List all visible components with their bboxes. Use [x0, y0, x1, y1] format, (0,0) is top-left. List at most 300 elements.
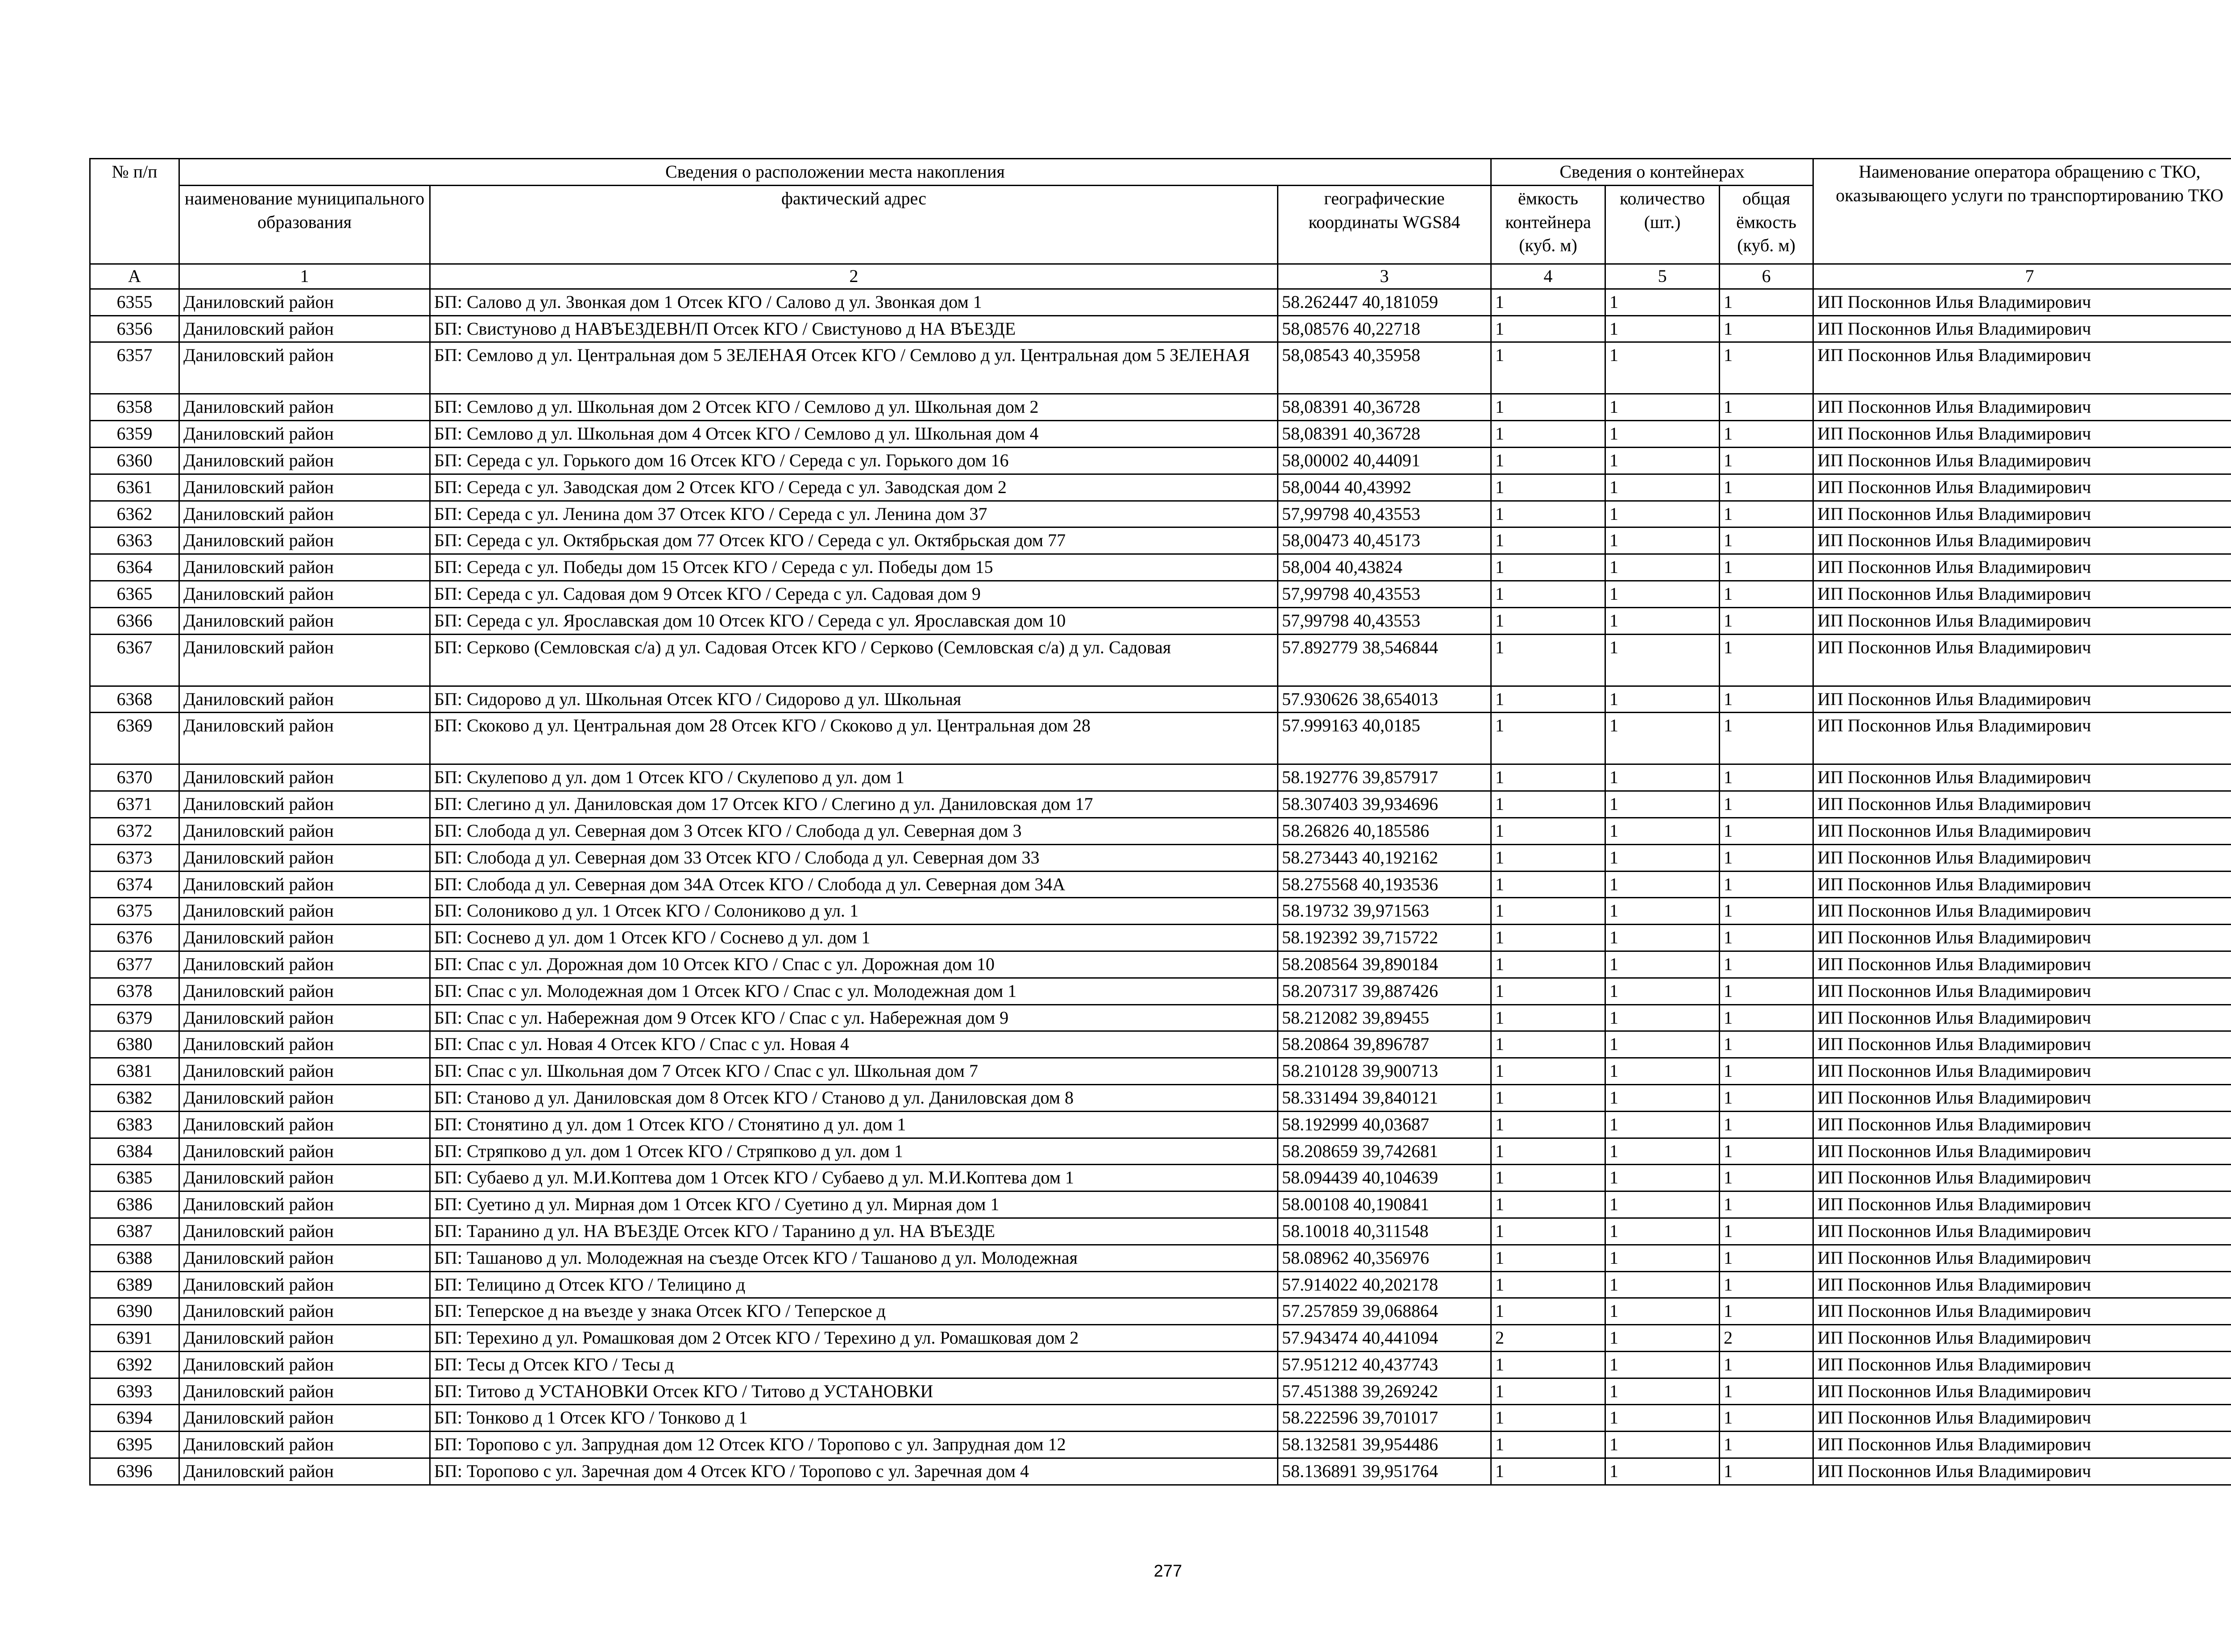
row-number: 6386 — [90, 1191, 179, 1218]
quantity-cell: 1 — [1605, 607, 1720, 634]
municipality-cell: Даниловский район — [179, 501, 430, 527]
municipality-cell: Даниловский район — [179, 1245, 430, 1271]
quantity-cell: 1 — [1605, 289, 1720, 315]
municipality-cell: Даниловский район — [179, 342, 430, 394]
table-body — [90, 289, 2231, 1485]
coords-cell: 57,99798 40,43553 — [1278, 607, 1491, 634]
address-cell: БП: Солониково д ул. 1 Отсек КГО / Солониково д ул. 1 — [430, 898, 1278, 925]
address-cell: БП: Стонятино д ул. дом 1 Отсек КГО / Стонятино д ул. дом 1 — [430, 1111, 1278, 1138]
table-header — [90, 159, 2231, 289]
row-number: 6371 — [90, 791, 179, 818]
address-cell: БП: Сидорово д ул. Школьная Отсек КГО / Сидорово д ул. Школьная — [430, 686, 1278, 713]
municipality-cell: Даниловский район — [179, 289, 430, 315]
capacity-cell: 1 — [1491, 925, 1605, 951]
quantity-cell: 1 — [1605, 527, 1720, 554]
address-cell: БП: Стряпково д ул. дом 1 Отсек КГО / Стряпково д ул. дом 1 — [430, 1138, 1278, 1165]
coords-cell: 58.192776 39,857917 — [1278, 764, 1491, 791]
quantity-cell: 1 — [1605, 713, 1720, 764]
coords-cell: 58.208564 39,890184 — [1278, 951, 1491, 978]
capacity-cell: 1 — [1491, 764, 1605, 791]
operator-cell: ИП Посконнов Илья Владимирович — [1813, 315, 2231, 342]
address-cell: БП: Слегино д ул. Даниловская дом 17 Отсек КГО / Слегино д ул. Даниловская дом 17 — [430, 791, 1278, 818]
column-letter: 3 — [1278, 264, 1491, 289]
capacity-cell: 1 — [1491, 421, 1605, 448]
operator-cell: ИП Посконнов Илья Владимирович — [1813, 791, 2231, 818]
municipality-cell: Даниловский район — [179, 1218, 430, 1245]
address-cell: БП: Слобода д ул. Северная дом 33 Отсек КГО / Слобода д ул. Северная дом 33 — [430, 844, 1278, 871]
operator-cell: ИП Посконнов Илья Владимирович — [1813, 951, 2231, 978]
address-cell: БП: Суетино д ул. Мирная дом 1 Отсек КГО / Суетино д ул. Мирная дом 1 — [430, 1191, 1278, 1218]
row-number: 6382 — [90, 1084, 179, 1111]
table-row — [90, 844, 2231, 871]
quantity-cell: 1 — [1605, 1218, 1720, 1245]
row-number: 6387 — [90, 1218, 179, 1245]
table-row — [90, 289, 2231, 315]
total-capacity-cell: 1 — [1720, 1138, 1813, 1165]
quantity-cell: 1 — [1605, 554, 1720, 581]
municipality-cell: Даниловский район — [179, 925, 430, 951]
operator-cell: ИП Посконнов Илья Владимирович — [1813, 1058, 2231, 1085]
row-number: 6383 — [90, 1111, 179, 1138]
capacity-cell: 1 — [1491, 844, 1605, 871]
row-number: 6377 — [90, 951, 179, 978]
municipality-cell: Даниловский район — [179, 951, 430, 978]
municipality-cell: Даниловский район — [179, 1458, 430, 1485]
quantity-cell: 1 — [1605, 447, 1720, 474]
capacity-cell: 1 — [1491, 1458, 1605, 1485]
table-row — [90, 1432, 2231, 1458]
quantity-cell: 1 — [1605, 978, 1720, 1004]
municipality-cell: Даниловский район — [179, 1165, 430, 1191]
address-cell: БП: Торопово с ул. Заречная дом 4 Отсек КГО / Торопово с ул. Заречная дом 4 — [430, 1458, 1278, 1485]
address-cell: БП: Спас с ул. Новая 4 Отсек КГО / Спас с ул. Новая 4 — [430, 1031, 1278, 1058]
row-number: 6373 — [90, 844, 179, 871]
capacity-cell: 1 — [1491, 1138, 1605, 1165]
page-number: 277 — [1153, 1562, 1182, 1581]
capacity-cell: 1 — [1491, 289, 1605, 315]
table-row — [90, 1191, 2231, 1218]
total-capacity-cell: 1 — [1720, 1111, 1813, 1138]
coords-cell: 58,08391 40,36728 — [1278, 394, 1491, 421]
municipality-cell: Даниловский район — [179, 1138, 430, 1165]
total-capacity-cell: 1 — [1720, 686, 1813, 713]
capacity-cell: 1 — [1491, 1298, 1605, 1325]
table-row — [90, 1218, 2231, 1245]
table-row — [90, 1165, 2231, 1191]
quantity-cell: 1 — [1605, 1458, 1720, 1485]
coords-cell: 58.20864 39,896787 — [1278, 1031, 1491, 1058]
operator-cell: ИП Посконнов Илья Владимирович — [1813, 607, 2231, 634]
capacity-cell: 1 — [1491, 527, 1605, 554]
capacity-cell: 1 — [1491, 1271, 1605, 1298]
coords-cell: 57.943474 40,441094 — [1278, 1325, 1491, 1352]
coords-cell: 58.192392 39,715722 — [1278, 925, 1491, 951]
quantity-cell: 1 — [1605, 342, 1720, 394]
total-capacity-cell: 1 — [1720, 1191, 1813, 1218]
operator-cell: ИП Посконнов Илья Владимирович — [1813, 1084, 2231, 1111]
coords-cell: 58.136891 39,951764 — [1278, 1458, 1491, 1485]
operator-cell: ИП Посконнов Илья Владимирович — [1813, 289, 2231, 315]
table-row — [90, 791, 2231, 818]
total-capacity-cell: 1 — [1720, 634, 1813, 686]
total-capacity-cell: 1 — [1720, 713, 1813, 764]
table-row — [90, 474, 2231, 501]
total-capacity-cell: 1 — [1720, 1351, 1813, 1378]
coords-cell: 58.273443 40,192162 — [1278, 844, 1491, 871]
total-capacity-cell: 1 — [1720, 315, 1813, 342]
capacity-cell: 1 — [1491, 898, 1605, 925]
coords-cell: 58.207317 39,887426 — [1278, 978, 1491, 1004]
operator-cell: ИП Посконнов Илья Владимирович — [1813, 1298, 2231, 1325]
operator-cell: ИП Посконнов Илья Владимирович — [1813, 844, 2231, 871]
table-row — [90, 1084, 2231, 1111]
capacity-cell: 1 — [1491, 1432, 1605, 1458]
address-cell: БП: Свистуново д НАВЪЕЗДЕВН/П Отсек КГО / Свистуново д НА ВЪЕЗДЕ — [430, 315, 1278, 342]
total-capacity-cell: 1 — [1720, 394, 1813, 421]
coords-cell: 58.210128 39,900713 — [1278, 1058, 1491, 1085]
address-cell: БП: Торопово с ул. Запрудная дом 12 Отсек КГО / Торопово с ул. Запрудная дом 12 — [430, 1432, 1278, 1458]
municipality-cell: Даниловский район — [179, 581, 430, 607]
operator-cell: ИП Посконнов Илья Владимирович — [1813, 818, 2231, 844]
coords-cell: 58,00473 40,45173 — [1278, 527, 1491, 554]
operator-cell: ИП Посконнов Илья Владимирович — [1813, 634, 2231, 686]
quantity-cell: 1 — [1605, 951, 1720, 978]
capacity-cell: 1 — [1491, 1031, 1605, 1058]
coords-cell: 58,0044 40,43992 — [1278, 474, 1491, 501]
address-cell: БП: Скулепово д ул. дом 1 Отсек КГО / Скулепово д ул. дом 1 — [430, 764, 1278, 791]
total-capacity-cell: 1 — [1720, 447, 1813, 474]
row-number: 6392 — [90, 1351, 179, 1378]
row-number: 6355 — [90, 289, 179, 315]
row-number: 6358 — [90, 394, 179, 421]
coords-cell: 58,08576 40,22718 — [1278, 315, 1491, 342]
address-cell: БП: Слобода д ул. Северная дом 34А Отсек КГО / Слобода д ул. Северная дом 34А — [430, 871, 1278, 898]
column-letter: 7 — [1813, 264, 2231, 289]
coords-cell: 57,99798 40,43553 — [1278, 501, 1491, 527]
coords-cell: 58,00002 40,44091 — [1278, 447, 1491, 474]
table-row — [90, 1378, 2231, 1405]
total-capacity-cell: 1 — [1720, 871, 1813, 898]
municipality-cell: Даниловский район — [179, 844, 430, 871]
total-capacity-cell: 1 — [1720, 581, 1813, 607]
quantity-cell: 1 — [1605, 1405, 1720, 1432]
municipality-cell: Даниловский район — [179, 713, 430, 764]
operator-cell: ИП Посконнов Илья Владимирович — [1813, 925, 2231, 951]
coords-cell: 57.892779 38,546844 — [1278, 634, 1491, 686]
coords-cell: 58.262447 40,181059 — [1278, 289, 1491, 315]
municipality-cell: Даниловский район — [179, 1111, 430, 1138]
row-number: 6368 — [90, 686, 179, 713]
total-capacity-cell: 1 — [1720, 289, 1813, 315]
capacity-cell: 1 — [1491, 818, 1605, 844]
table-row — [90, 315, 2231, 342]
quantity-cell: 1 — [1605, 1004, 1720, 1031]
operator-cell: ИП Посконнов Илья Владимирович — [1813, 527, 2231, 554]
row-number: 6385 — [90, 1165, 179, 1191]
municipality-cell: Даниловский район — [179, 686, 430, 713]
total-capacity-cell: 1 — [1720, 925, 1813, 951]
capacity-cell: 1 — [1491, 1084, 1605, 1111]
header-capacity: ёмкость контейнера (куб. м) — [1491, 185, 1605, 264]
quantity-cell: 1 — [1605, 581, 1720, 607]
operator-cell: ИП Посконнов Илья Владимирович — [1813, 1111, 2231, 1138]
table-row — [90, 686, 2231, 713]
table-row — [90, 447, 2231, 474]
row-number: 6379 — [90, 1004, 179, 1031]
municipality-cell: Даниловский район — [179, 1298, 430, 1325]
quantity-cell: 1 — [1605, 634, 1720, 686]
row-number: 6357 — [90, 342, 179, 394]
operator-cell: ИП Посконнов Илья Владимирович — [1813, 686, 2231, 713]
address-cell: БП: Середа с ул. Садовая дом 9 Отсек КГО / Середа с ул. Садовая дом 9 — [430, 581, 1278, 607]
quantity-cell: 1 — [1605, 1298, 1720, 1325]
header-operator: Наименование оператора обращению с ТКО, оказывающего услуги по транспортированию ТКО — [1813, 159, 2231, 264]
quantity-cell: 1 — [1605, 1325, 1720, 1352]
row-number: 6360 — [90, 447, 179, 474]
operator-cell: ИП Посконнов Илья Владимирович — [1813, 394, 2231, 421]
table-row — [90, 607, 2231, 634]
capacity-cell: 1 — [1491, 1058, 1605, 1085]
table-row — [90, 978, 2231, 1004]
address-cell: БП: Спас с ул. Дорожная дом 10 Отсек КГО / Спас с ул. Дорожная дом 10 — [430, 951, 1278, 978]
address-cell: БП: Спас с ул. Набережная дом 9 Отсек КГО / Спас с ул. Набережная дом 9 — [430, 1004, 1278, 1031]
table-row — [90, 1138, 2231, 1165]
total-capacity-cell: 1 — [1720, 1084, 1813, 1111]
municipality-cell: Даниловский район — [179, 1004, 430, 1031]
operator-cell: ИП Посконнов Илья Владимирович — [1813, 474, 2231, 501]
address-cell: БП: Салово д ул. Звонкая дом 1 Отсек КГО / Салово д ул. Звонкая дом 1 — [430, 289, 1278, 315]
address-cell: БП: Серково (Семловская с/а) д ул. Садовая Отсек КГО / Серково (Семловская с/а) д ул. Садовая — [430, 634, 1278, 686]
operator-cell: ИП Посконнов Илья Владимирович — [1813, 554, 2231, 581]
quantity-cell: 1 — [1605, 1084, 1720, 1111]
capacity-cell: 1 — [1491, 791, 1605, 818]
total-capacity-cell: 1 — [1720, 554, 1813, 581]
address-cell: БП: Скоково д ул. Центральная дом 28 Отсек КГО / Скоково д ул. Центральная дом 28 — [430, 713, 1278, 764]
municipality-cell: Даниловский район — [179, 764, 430, 791]
municipality-cell: Даниловский район — [179, 1378, 430, 1405]
coords-cell: 57.930626 38,654013 — [1278, 686, 1491, 713]
municipality-cell: Даниловский район — [179, 554, 430, 581]
coords-cell: 58.094439 40,104639 — [1278, 1165, 1491, 1191]
operator-cell: ИП Посконнов Илья Владимирович — [1813, 1031, 2231, 1058]
total-capacity-cell: 1 — [1720, 421, 1813, 448]
quantity-cell: 1 — [1605, 1138, 1720, 1165]
table-row — [90, 1245, 2231, 1271]
address-cell: БП: Середа с ул. Ленина дом 37 Отсек КГО / Середа с ул. Ленина дом 37 — [430, 501, 1278, 527]
table-row — [90, 818, 2231, 844]
total-capacity-cell: 1 — [1720, 1004, 1813, 1031]
table-row — [90, 554, 2231, 581]
coords-cell: 58.222596 39,701017 — [1278, 1405, 1491, 1432]
address-cell: БП: Семлово д ул. Школьная дом 4 Отсек КГО / Семлово д ул. Школьная дом 4 — [430, 421, 1278, 448]
municipality-cell: Даниловский район — [179, 1191, 430, 1218]
total-capacity-cell: 1 — [1720, 527, 1813, 554]
total-capacity-cell: 1 — [1720, 1218, 1813, 1245]
column-letter: 2 — [430, 264, 1278, 289]
address-cell: БП: Терехино д ул. Ромашковая дом 2 Отсек КГО / Терехино д ул. Ромашковая дом 2 — [430, 1325, 1278, 1352]
column-letter: 5 — [1605, 264, 1720, 289]
table-row — [90, 951, 2231, 978]
quantity-cell: 1 — [1605, 1191, 1720, 1218]
coords-cell: 58.192999 40,03687 — [1278, 1111, 1491, 1138]
row-number: 6369 — [90, 713, 179, 764]
quantity-cell: 1 — [1605, 844, 1720, 871]
table-row — [90, 581, 2231, 607]
table-row — [90, 1351, 2231, 1378]
row-number: 6395 — [90, 1432, 179, 1458]
capacity-cell: 1 — [1491, 1004, 1605, 1031]
address-cell: БП: Соснево д ул. дом 1 Отсек КГО / Соснево д ул. дом 1 — [430, 925, 1278, 951]
operator-cell: ИП Посконнов Илья Владимирович — [1813, 1351, 2231, 1378]
quantity-cell: 1 — [1605, 1378, 1720, 1405]
municipality-cell: Даниловский район — [179, 394, 430, 421]
capacity-cell: 1 — [1491, 474, 1605, 501]
address-cell: БП: Тонково д 1 Отсек КГО / Тонково д 1 — [430, 1405, 1278, 1432]
row-number: 6376 — [90, 925, 179, 951]
table-row — [90, 421, 2231, 448]
total-capacity-cell: 1 — [1720, 898, 1813, 925]
column-letter: 1 — [179, 264, 430, 289]
municipality-cell: Даниловский район — [179, 818, 430, 844]
capacity-cell: 1 — [1491, 581, 1605, 607]
municipality-cell: Даниловский район — [179, 607, 430, 634]
coords-cell: 58.08962 40,356976 — [1278, 1245, 1491, 1271]
quantity-cell: 1 — [1605, 1165, 1720, 1191]
coords-cell: 58.307403 39,934696 — [1278, 791, 1491, 818]
operator-cell: ИП Посконнов Илья Владимирович — [1813, 447, 2231, 474]
operator-cell: ИП Посконнов Илья Владимирович — [1813, 764, 2231, 791]
total-capacity-cell: 1 — [1720, 474, 1813, 501]
address-cell: БП: Телицино д Отсек КГО / Телицино д — [430, 1271, 1278, 1298]
column-letter: А — [90, 264, 179, 289]
operator-cell: ИП Посконнов Илья Владимирович — [1813, 871, 2231, 898]
capacity-cell: 1 — [1491, 871, 1605, 898]
operator-cell: ИП Посконнов Илья Владимирович — [1813, 421, 2231, 448]
row-number: 6356 — [90, 315, 179, 342]
operator-cell: ИП Посконнов Илья Владимирович — [1813, 1165, 2231, 1191]
capacity-cell: 1 — [1491, 1165, 1605, 1191]
row-number: 6364 — [90, 554, 179, 581]
column-letter: 4 — [1491, 264, 1605, 289]
municipality-cell: Даниловский район — [179, 634, 430, 686]
table-row — [90, 1458, 2231, 1485]
quantity-cell: 1 — [1605, 315, 1720, 342]
operator-cell: ИП Посконнов Илья Владимирович — [1813, 1004, 2231, 1031]
capacity-cell: 1 — [1491, 447, 1605, 474]
municipality-cell: Даниловский район — [179, 978, 430, 1004]
header-total: общая ёмкость (куб. м) — [1720, 185, 1813, 264]
capacity-cell: 1 — [1491, 634, 1605, 686]
municipality-cell: Даниловский район — [179, 474, 430, 501]
address-cell: БП: Спас с ул. Молодежная дом 1 Отсек КГО / Спас с ул. Молодежная дом 1 — [430, 978, 1278, 1004]
operator-cell: ИП Посконнов Илья Владимирович — [1813, 1432, 2231, 1458]
address-cell: БП: Середа с ул. Заводская дом 2 Отсек КГО / Середа с ул. Заводская дом 2 — [430, 474, 1278, 501]
table-row — [90, 1031, 2231, 1058]
table-row — [90, 1298, 2231, 1325]
municipality-cell: Даниловский район — [179, 1432, 430, 1458]
row-number: 6362 — [90, 501, 179, 527]
quantity-cell: 1 — [1605, 1058, 1720, 1085]
total-capacity-cell: 1 — [1720, 764, 1813, 791]
municipality-cell: Даниловский район — [179, 1084, 430, 1111]
address-cell: БП: Ташаново д ул. Молодежная на съезде Отсек КГО / Ташаново д ул. Молодежная — [430, 1245, 1278, 1271]
row-number: 6367 — [90, 634, 179, 686]
quantity-cell: 1 — [1605, 898, 1720, 925]
coords-cell: 58,08391 40,36728 — [1278, 421, 1491, 448]
operator-cell: ИП Посконнов Илья Владимирович — [1813, 713, 2231, 764]
header-municipality: наименование муниципального образования — [179, 185, 430, 264]
quantity-cell: 1 — [1605, 421, 1720, 448]
coords-cell: 58.132581 39,954486 — [1278, 1432, 1491, 1458]
header-containers-group: Сведения о контейнерах — [1491, 159, 1813, 186]
row-number: 6372 — [90, 818, 179, 844]
quantity-cell: 1 — [1605, 871, 1720, 898]
operator-cell: ИП Посконнов Илья Владимирович — [1813, 1138, 2231, 1165]
row-number: 6384 — [90, 1138, 179, 1165]
municipality-cell: Даниловский район — [179, 315, 430, 342]
row-number: 6396 — [90, 1458, 179, 1485]
total-capacity-cell: 1 — [1720, 978, 1813, 1004]
table-row — [90, 925, 2231, 951]
address-cell: БП: Семлово д ул. Школьная дом 2 Отсек КГО / Семлово д ул. Школьная дом 2 — [430, 394, 1278, 421]
table-row — [90, 764, 2231, 791]
capacity-cell: 1 — [1491, 1191, 1605, 1218]
quantity-cell: 1 — [1605, 818, 1720, 844]
row-number: 6393 — [90, 1378, 179, 1405]
table-row — [90, 394, 2231, 421]
address-cell: БП: Середа с ул. Ярославская дом 10 Отсек КГО / Середа с ул. Ярославская дом 10 — [430, 607, 1278, 634]
coords-cell: 58.331494 39,840121 — [1278, 1084, 1491, 1111]
address-cell: БП: Семлово д ул. Центральная дом 5 ЗЕЛЕНАЯ Отсек КГО / Семлово д ул. Центральная дом 5 ЗЕЛЕНАЯ — [430, 342, 1278, 394]
row-number: 6380 — [90, 1031, 179, 1058]
table-row — [90, 1004, 2231, 1031]
row-number: 6363 — [90, 527, 179, 554]
header-location-group: Сведения о расположении места накопления — [179, 159, 1491, 186]
coords-cell: 58.275568 40,193536 — [1278, 871, 1491, 898]
capacity-cell: 1 — [1491, 951, 1605, 978]
capacity-cell: 1 — [1491, 713, 1605, 764]
total-capacity-cell: 1 — [1720, 501, 1813, 527]
municipality-cell: Даниловский район — [179, 791, 430, 818]
table-row — [90, 1405, 2231, 1432]
row-number: 6394 — [90, 1405, 179, 1432]
row-number: 6365 — [90, 581, 179, 607]
total-capacity-cell: 1 — [1720, 791, 1813, 818]
operator-cell: ИП Посконнов Илья Владимирович — [1813, 1191, 2231, 1218]
total-capacity-cell: 1 — [1720, 1031, 1813, 1058]
operator-cell: ИП Посконнов Илья Владимирович — [1813, 898, 2231, 925]
address-cell: БП: Слобода д ул. Северная дом 3 Отсек КГО / Слобода д ул. Северная дом 3 — [430, 818, 1278, 844]
row-number: 6388 — [90, 1245, 179, 1271]
coords-cell: 57.451388 39,269242 — [1278, 1378, 1491, 1405]
operator-cell: ИП Посконнов Илья Владимирович — [1813, 978, 2231, 1004]
municipality-cell: Даниловский район — [179, 1405, 430, 1432]
registry-table — [89, 158, 2231, 1486]
operator-cell: ИП Посконнов Илья Владимирович — [1813, 1405, 2231, 1432]
coords-cell: 58,004 40,43824 — [1278, 554, 1491, 581]
capacity-cell: 1 — [1491, 1378, 1605, 1405]
coords-cell: 58.212082 39,89455 — [1278, 1004, 1491, 1031]
address-cell: БП: Титово д УСТАНОВКИ Отсек КГО / Титово д УСТАНОВКИ — [430, 1378, 1278, 1405]
operator-cell: ИП Посконнов Илья Владимирович — [1813, 1218, 2231, 1245]
capacity-cell: 1 — [1491, 315, 1605, 342]
total-capacity-cell: 1 — [1720, 1458, 1813, 1485]
capacity-cell: 1 — [1491, 1111, 1605, 1138]
address-cell: БП: Середа с ул. Октябрьская дом 77 Отсек КГО / Середа с ул. Октябрьская дом 77 — [430, 527, 1278, 554]
row-number: 6366 — [90, 607, 179, 634]
coords-cell: 58.19732 39,971563 — [1278, 898, 1491, 925]
municipality-cell: Даниловский район — [179, 1058, 430, 1085]
